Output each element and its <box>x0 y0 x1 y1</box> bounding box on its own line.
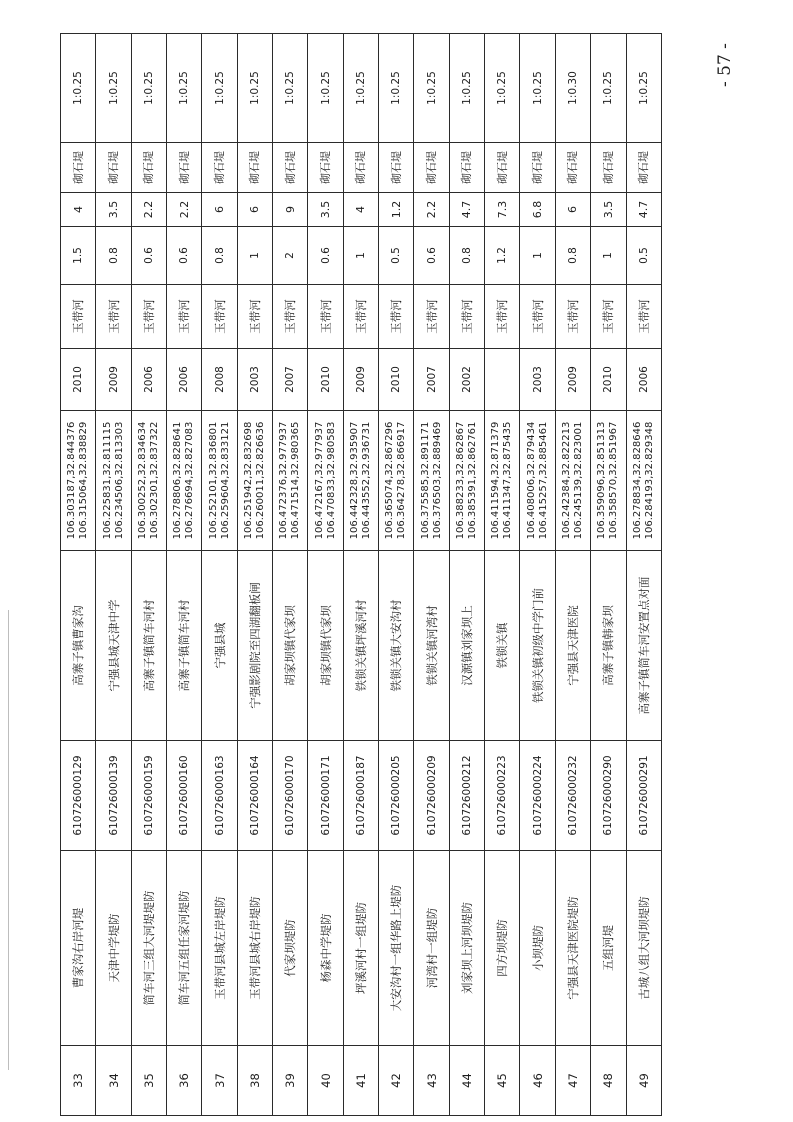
location-cell: 胡家坝镇代家坝 <box>273 551 308 741</box>
slope-ratio-cell: 1:0.25 <box>343 34 378 143</box>
coordinates-cell <box>449 411 484 551</box>
levee-code-cell: 610726000129 <box>61 741 96 851</box>
slope-ratio-cell: 1:0.25 <box>414 34 449 143</box>
year-cell: 2006 <box>626 349 662 411</box>
material-cell: 砌石堤 <box>131 143 166 193</box>
coordinate-line: 106.365074,32.867296 <box>384 421 396 540</box>
coordinates-cell <box>237 411 272 551</box>
height-cell: 4 <box>61 193 96 227</box>
river-cell: 玉带河 <box>202 285 237 349</box>
material-cell: 砌石堤 <box>308 143 343 193</box>
coordinates-cell <box>308 411 343 551</box>
coordinate-line: 106.315064,32.838829 <box>78 421 90 540</box>
river-cell: 玉带河 <box>308 285 343 349</box>
coordinate-line: 106.411347,32.875435 <box>502 421 514 540</box>
location-cell: 宁强县城天津中学 <box>96 551 131 741</box>
levee-name-cell: 刘家坝上河坝堤防 <box>449 851 484 1046</box>
levee-code-cell: 610726000212 <box>449 741 484 851</box>
coordinates-cell <box>626 411 662 551</box>
row-number-cell: 33 <box>61 1046 96 1116</box>
height-cell: 6 <box>555 193 590 227</box>
material-cell: 砌石堤 <box>591 143 626 193</box>
height-cell: 7.3 <box>485 193 520 227</box>
table-row <box>237 34 272 1116</box>
table-body <box>61 34 662 1116</box>
levee-code-cell: 610726000224 <box>520 741 555 851</box>
coordinate-line: 106.470833,32.980583 <box>325 421 337 540</box>
table-row <box>167 34 202 1116</box>
height-cell: 4.7 <box>626 193 662 227</box>
coordinates-cell <box>273 411 308 551</box>
slope-ratio-cell: 1:0.25 <box>485 34 520 143</box>
length-cell: 0.6 <box>308 227 343 285</box>
year-cell: 2006 <box>167 349 202 411</box>
location-cell: 铁锁关镇坪溪河村 <box>343 551 378 741</box>
coordinate-line: 106.260011,32.826636 <box>254 421 266 540</box>
row-number-cell: 39 <box>273 1046 308 1116</box>
table-row <box>96 34 131 1116</box>
levee-code-cell: 610726000170 <box>273 741 308 851</box>
table-row <box>61 34 96 1116</box>
coordinates-cell <box>61 411 96 551</box>
material-cell: 砌石堤 <box>273 143 308 193</box>
slope-ratio-cell: 1:0.25 <box>379 34 414 143</box>
material-cell: 砌石堤 <box>626 143 662 193</box>
location-cell: 高寨子镇韩家坝 <box>591 551 626 741</box>
river-cell: 玉带河 <box>167 285 202 349</box>
coordinate-line: 106.278834,32.828646 <box>631 421 643 540</box>
height-cell: 2.2 <box>167 193 202 227</box>
location-cell: 汉源镇刘家坝上 <box>449 551 484 741</box>
levee-name-cell: 四方坝堤防 <box>485 851 520 1046</box>
levee-code-cell: 610726000209 <box>414 741 449 851</box>
height-cell: 3.5 <box>308 193 343 227</box>
levee-name-cell: 五组河堤 <box>591 851 626 1046</box>
length-cell: 1.5 <box>61 227 96 285</box>
levee-code-cell: 610726000160 <box>167 741 202 851</box>
levee-name-cell: 大安沟村一组华路上堤防 <box>379 851 414 1046</box>
row-number-cell: 45 <box>485 1046 520 1116</box>
levee-name-cell: 坪溪河村一组堤防 <box>343 851 378 1046</box>
height-cell: 9 <box>273 193 308 227</box>
levee-code-cell: 610726000223 <box>485 741 520 851</box>
year-cell: 2010 <box>379 349 414 411</box>
length-cell: 0.8 <box>555 227 590 285</box>
row-number-cell: 40 <box>308 1046 343 1116</box>
material-cell: 砌石堤 <box>96 143 131 193</box>
levee-code-cell: 610726000291 <box>626 741 662 851</box>
height-cell: 2.2 <box>131 193 166 227</box>
location-cell: 胡家坝镇代家坝 <box>308 551 343 741</box>
river-cell: 玉带河 <box>555 285 590 349</box>
coordinate-line: 106.302301,32.837322 <box>148 421 160 540</box>
material-cell: 砌石堤 <box>202 143 237 193</box>
coordinate-line: 106.376503,32.889469 <box>431 421 443 540</box>
river-cell: 玉带河 <box>379 285 414 349</box>
coordinate-line: 106.245139,32.823001 <box>572 421 584 540</box>
coordinate-line: 106.415257,32.885461 <box>537 421 549 540</box>
location-cell: 铁锁关镇大安沟村 <box>379 551 414 741</box>
length-cell: 0.8 <box>202 227 237 285</box>
length-cell: 0.8 <box>96 227 131 285</box>
levee-code-cell: 610726000205 <box>379 741 414 851</box>
row-number-cell: 35 <box>131 1046 166 1116</box>
material-cell: 砌石堤 <box>520 143 555 193</box>
river-cell: 玉带河 <box>61 285 96 349</box>
length-cell: 0.5 <box>626 227 662 285</box>
levee-code-cell: 610726000171 <box>308 741 343 851</box>
height-cell: 4 <box>343 193 378 227</box>
row-number-cell: 38 <box>237 1046 272 1116</box>
coordinate-line: 106.472376,32.977937 <box>278 421 290 540</box>
row-number-cell: 43 <box>414 1046 449 1116</box>
coordinates-cell <box>485 411 520 551</box>
row-number-cell: 37 <box>202 1046 237 1116</box>
location-cell: 高寨子镇简车河安置点对面 <box>626 551 662 741</box>
material-cell: 砌石堤 <box>343 143 378 193</box>
location-cell: 宁强县城 <box>202 551 237 741</box>
coordinate-line: 106.408006,32.879434 <box>525 421 537 540</box>
table-row <box>131 34 166 1116</box>
coordinate-line: 106.284193,32.829348 <box>643 421 655 540</box>
levee-name-cell: 宁强县天津医院堤防 <box>555 851 590 1046</box>
coordinates-cell <box>379 411 414 551</box>
table-row <box>414 34 449 1116</box>
height-cell: 3.5 <box>591 193 626 227</box>
river-cell: 玉带河 <box>237 285 272 349</box>
levee-code-cell: 610726000187 <box>343 741 378 851</box>
levee-code-cell: 610726000290 <box>591 741 626 851</box>
levee-name-cell: 古城八组大河坝堤防 <box>626 851 662 1046</box>
length-cell: 1 <box>343 227 378 285</box>
year-cell: 2007 <box>273 349 308 411</box>
scan-edge-line <box>8 610 9 1070</box>
coordinate-line: 106.234506,32.813303 <box>113 421 125 540</box>
height-cell: 2.2 <box>414 193 449 227</box>
height-cell: 6 <box>202 193 237 227</box>
material-cell: 砌石堤 <box>61 143 96 193</box>
table-row <box>485 34 520 1116</box>
levee-name-cell: 玉带河县城左岸堤防 <box>202 851 237 1046</box>
levee-code-cell: 610726000159 <box>131 741 166 851</box>
levee-name-cell: 代家坝堤防 <box>273 851 308 1046</box>
slope-ratio-cell: 1:0.25 <box>61 34 96 143</box>
table-row <box>379 34 414 1116</box>
levee-name-cell: 简车河三组大河堤堤防 <box>131 851 166 1046</box>
table-row <box>343 34 378 1116</box>
slope-ratio-cell: 1:0.25 <box>202 34 237 143</box>
slope-ratio-cell: 1:0.25 <box>273 34 308 143</box>
row-number-cell: 42 <box>379 1046 414 1116</box>
row-number-cell: 47 <box>555 1046 590 1116</box>
year-cell: 2006 <box>131 349 166 411</box>
levee-name-cell: 河湾村一组堤防 <box>414 851 449 1046</box>
river-cell: 玉带河 <box>520 285 555 349</box>
coordinates-cell <box>520 411 555 551</box>
coordinates-cell <box>591 411 626 551</box>
year-cell: 2010 <box>308 349 343 411</box>
coordinate-line: 106.300252,32.834634 <box>136 421 148 540</box>
coordinate-line: 106.472167,32.977937 <box>313 421 325 540</box>
length-cell: 0.8 <box>449 227 484 285</box>
rotated-table-container <box>60 34 662 1116</box>
length-cell: 0.5 <box>379 227 414 285</box>
levee-name-cell: 杨森中学堤防 <box>308 851 343 1046</box>
river-cell: 玉带河 <box>273 285 308 349</box>
river-cell: 玉带河 <box>131 285 166 349</box>
slope-ratio-cell: 1:0.25 <box>167 34 202 143</box>
levee-name-cell: 曹家沟右岸河堤 <box>61 851 96 1046</box>
coordinate-line: 106.471514,32.980365 <box>290 421 302 540</box>
location-cell: 宁强影剧院至四湖翻板闸 <box>237 551 272 741</box>
length-cell: 0.6 <box>131 227 166 285</box>
coordinate-line: 106.303187,32.844376 <box>66 421 78 540</box>
row-number-cell: 41 <box>343 1046 378 1116</box>
year-cell: 2010 <box>591 349 626 411</box>
year-cell: 2008 <box>202 349 237 411</box>
coordinate-line: 106.252101,32.836801 <box>207 421 219 540</box>
table-row <box>520 34 555 1116</box>
row-number-cell: 48 <box>591 1046 626 1116</box>
table-row <box>202 34 237 1116</box>
length-cell: 1 <box>520 227 555 285</box>
levee-table <box>60 33 662 1116</box>
river-cell: 玉带河 <box>414 285 449 349</box>
levee-code-cell: 610726000164 <box>237 741 272 851</box>
height-cell: 6 <box>237 193 272 227</box>
coordinate-line: 106.388233,32.862867 <box>454 421 466 540</box>
location-cell: 铁锁关镇初级中学门前 <box>520 551 555 741</box>
coordinate-line: 106.278806,32.828641 <box>172 421 184 540</box>
levee-code-cell: 610726000139 <box>96 741 131 851</box>
coordinates-cell <box>167 411 202 551</box>
material-cell: 砌石堤 <box>414 143 449 193</box>
coordinate-line: 106.385391,32.862761 <box>466 421 478 540</box>
material-cell: 砌石堤 <box>555 143 590 193</box>
material-cell: 砌石堤 <box>485 143 520 193</box>
location-cell: 高寨子镇曹家沟 <box>61 551 96 741</box>
year-cell: 2002 <box>449 349 484 411</box>
coordinate-line: 106.358570,32.851967 <box>608 421 620 540</box>
length-cell: 0.6 <box>414 227 449 285</box>
coordinates-cell <box>96 411 131 551</box>
coordinate-line: 106.411594,32.871379 <box>490 421 502 540</box>
location-cell: 宁强县天津医院 <box>555 551 590 741</box>
river-cell: 玉带河 <box>485 285 520 349</box>
location-cell: 铁锁关镇 <box>485 551 520 741</box>
slope-ratio-cell: 1:0.25 <box>449 34 484 143</box>
coordinate-line: 106.225831,32.811115 <box>101 421 113 540</box>
length-cell: 2 <box>273 227 308 285</box>
table-row <box>591 34 626 1116</box>
material-cell: 砌石堤 <box>237 143 272 193</box>
length-cell: 1 <box>237 227 272 285</box>
row-number-cell: 34 <box>96 1046 131 1116</box>
year-cell: 2007 <box>414 349 449 411</box>
coordinate-line: 106.259604,32.833121 <box>219 421 231 540</box>
levee-name-cell: 天津中学堤防 <box>96 851 131 1046</box>
slope-ratio-cell: 1:0.25 <box>237 34 272 143</box>
table-row <box>555 34 590 1116</box>
height-cell: 3.5 <box>96 193 131 227</box>
year-cell <box>485 349 520 411</box>
coordinate-line: 106.443552,32.936731 <box>360 421 372 540</box>
table-row <box>308 34 343 1116</box>
coordinate-line: 106.442328,32.935907 <box>348 421 360 540</box>
row-number-cell: 44 <box>449 1046 484 1116</box>
coordinate-line: 106.359096,32.851313 <box>596 421 608 540</box>
location-cell: 高寨子镇简车河村 <box>167 551 202 741</box>
river-cell: 玉带河 <box>449 285 484 349</box>
year-cell: 2010 <box>61 349 96 411</box>
row-number-cell: 46 <box>520 1046 555 1116</box>
river-cell: 玉带河 <box>343 285 378 349</box>
length-cell: 1.2 <box>485 227 520 285</box>
material-cell: 砌石堤 <box>167 143 202 193</box>
coordinate-line: 106.251942,32.832698 <box>242 421 254 540</box>
river-cell: 玉带河 <box>626 285 662 349</box>
river-cell: 玉带河 <box>96 285 131 349</box>
coordinates-cell <box>343 411 378 551</box>
material-cell: 砌石堤 <box>379 143 414 193</box>
levee-name-cell: 玉带河县城右岸堤防 <box>237 851 272 1046</box>
year-cell: 2009 <box>343 349 378 411</box>
coordinate-line: 106.276694,32.827083 <box>184 421 196 540</box>
location-cell: 铁锁关镇河湾村 <box>414 551 449 741</box>
coordinate-line: 106.375585,32.891171 <box>419 421 431 540</box>
year-cell: 2003 <box>520 349 555 411</box>
row-number-cell: 36 <box>167 1046 202 1116</box>
levee-code-cell: 610726000232 <box>555 741 590 851</box>
coordinate-line: 106.242384,32.822213 <box>560 421 572 540</box>
year-cell: 2003 <box>237 349 272 411</box>
location-cell: 高寨子镇简车河村 <box>131 551 166 741</box>
year-cell: 2009 <box>96 349 131 411</box>
height-cell: 4.7 <box>449 193 484 227</box>
height-cell: 6.8 <box>520 193 555 227</box>
length-cell: 1 <box>591 227 626 285</box>
height-cell: 1.2 <box>379 193 414 227</box>
slope-ratio-cell: 1:0.25 <box>520 34 555 143</box>
levee-code-cell: 610726000163 <box>202 741 237 851</box>
length-cell: 0.6 <box>167 227 202 285</box>
table-row <box>626 34 662 1116</box>
slope-ratio-cell: 1:0.25 <box>591 34 626 143</box>
table-row <box>449 34 484 1116</box>
levee-name-cell: 小坝堤防 <box>520 851 555 1046</box>
material-cell: 砌石堤 <box>449 143 484 193</box>
page-number: - 57 - <box>715 43 735 87</box>
coordinates-cell <box>131 411 166 551</box>
slope-ratio-cell: 1:0.25 <box>96 34 131 143</box>
coordinates-cell <box>555 411 590 551</box>
river-cell: 玉带河 <box>591 285 626 349</box>
levee-name-cell: 简车河五组任家河堤防 <box>167 851 202 1046</box>
coordinates-cell <box>202 411 237 551</box>
coordinate-line: 106.364278,32.866917 <box>396 421 408 540</box>
slope-ratio-cell: 1:0.30 <box>555 34 590 143</box>
year-cell: 2009 <box>555 349 590 411</box>
row-number-cell: 49 <box>626 1046 662 1116</box>
coordinates-cell <box>414 411 449 551</box>
slope-ratio-cell: 1:0.25 <box>626 34 662 143</box>
slope-ratio-cell: 1:0.25 <box>131 34 166 143</box>
table-row <box>273 34 308 1116</box>
slope-ratio-cell: 1:0.25 <box>308 34 343 143</box>
